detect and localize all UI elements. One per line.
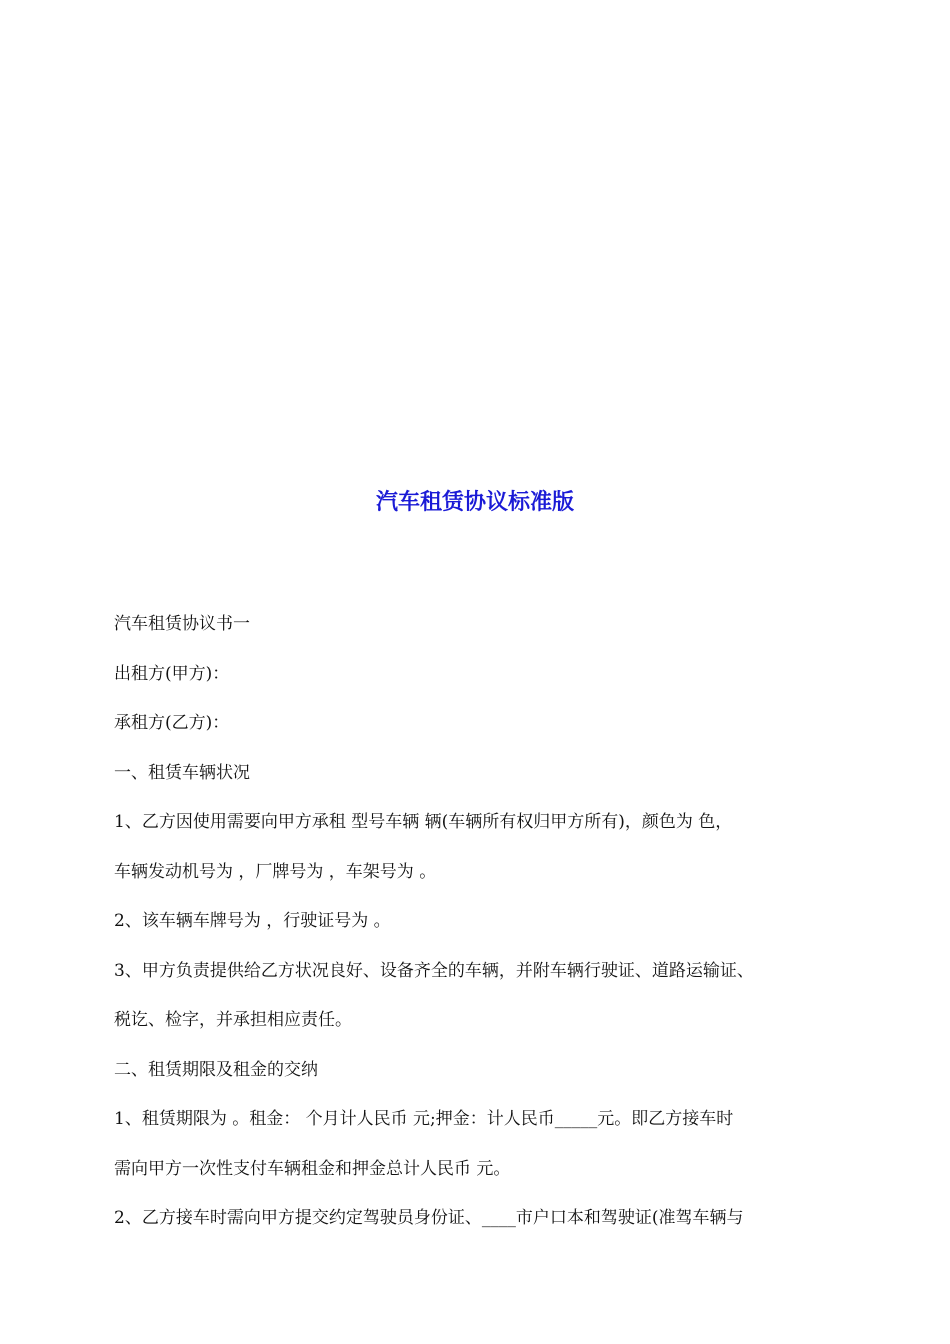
clause-line: 需向甲方一次性支付车辆租金和押金总计人民币 元。 — [114, 1158, 511, 1179]
clause-line: 1、乙方因使用需要向甲方承租 型号车辆 辆(车辆所有权归甲方所有)，颜色为 色， — [114, 812, 733, 832]
party-lessor-line: 出租方(甲方)： — [114, 663, 230, 684]
clause-line: 1、租赁期限为 。租金： 个月计人民币 元;押金：计人民币_____元。即乙方接车时 — [114, 1109, 734, 1129]
document-title: 汽车租赁协议标准版 — [375, 489, 574, 515]
party-lessee-line: 承租方(乙方)： — [114, 713, 230, 733]
clause-line: 2、该车辆车牌号为 ，行驶证号为 。 — [114, 911, 391, 931]
section-heading-term-rent: 二、租赁期限及租金的交纳 — [114, 1059, 318, 1080]
clause-line: 税讫、检字，并承担相应责任。 — [114, 1010, 352, 1030]
clause-line: 车辆发动机号为 ，厂牌号为 ，车架号为 。 — [114, 861, 437, 882]
document-body — [114, 600, 840, 1244]
clause-line: 3、甲方负责提供给乙方状况良好、设备齐全的车辆，并附车辆行驶证、道路运输证、 — [114, 960, 754, 981]
clause-line: 2、乙方接车时需向甲方提交约定驾驶员身份证、____市户口本和驾驶证(准驾车辆与 — [114, 1208, 744, 1228]
section-heading-vehicle: 一、租赁车辆状况 — [114, 762, 250, 783]
section-heading-agreement: 汽车租赁协议书一 — [114, 614, 250, 634]
